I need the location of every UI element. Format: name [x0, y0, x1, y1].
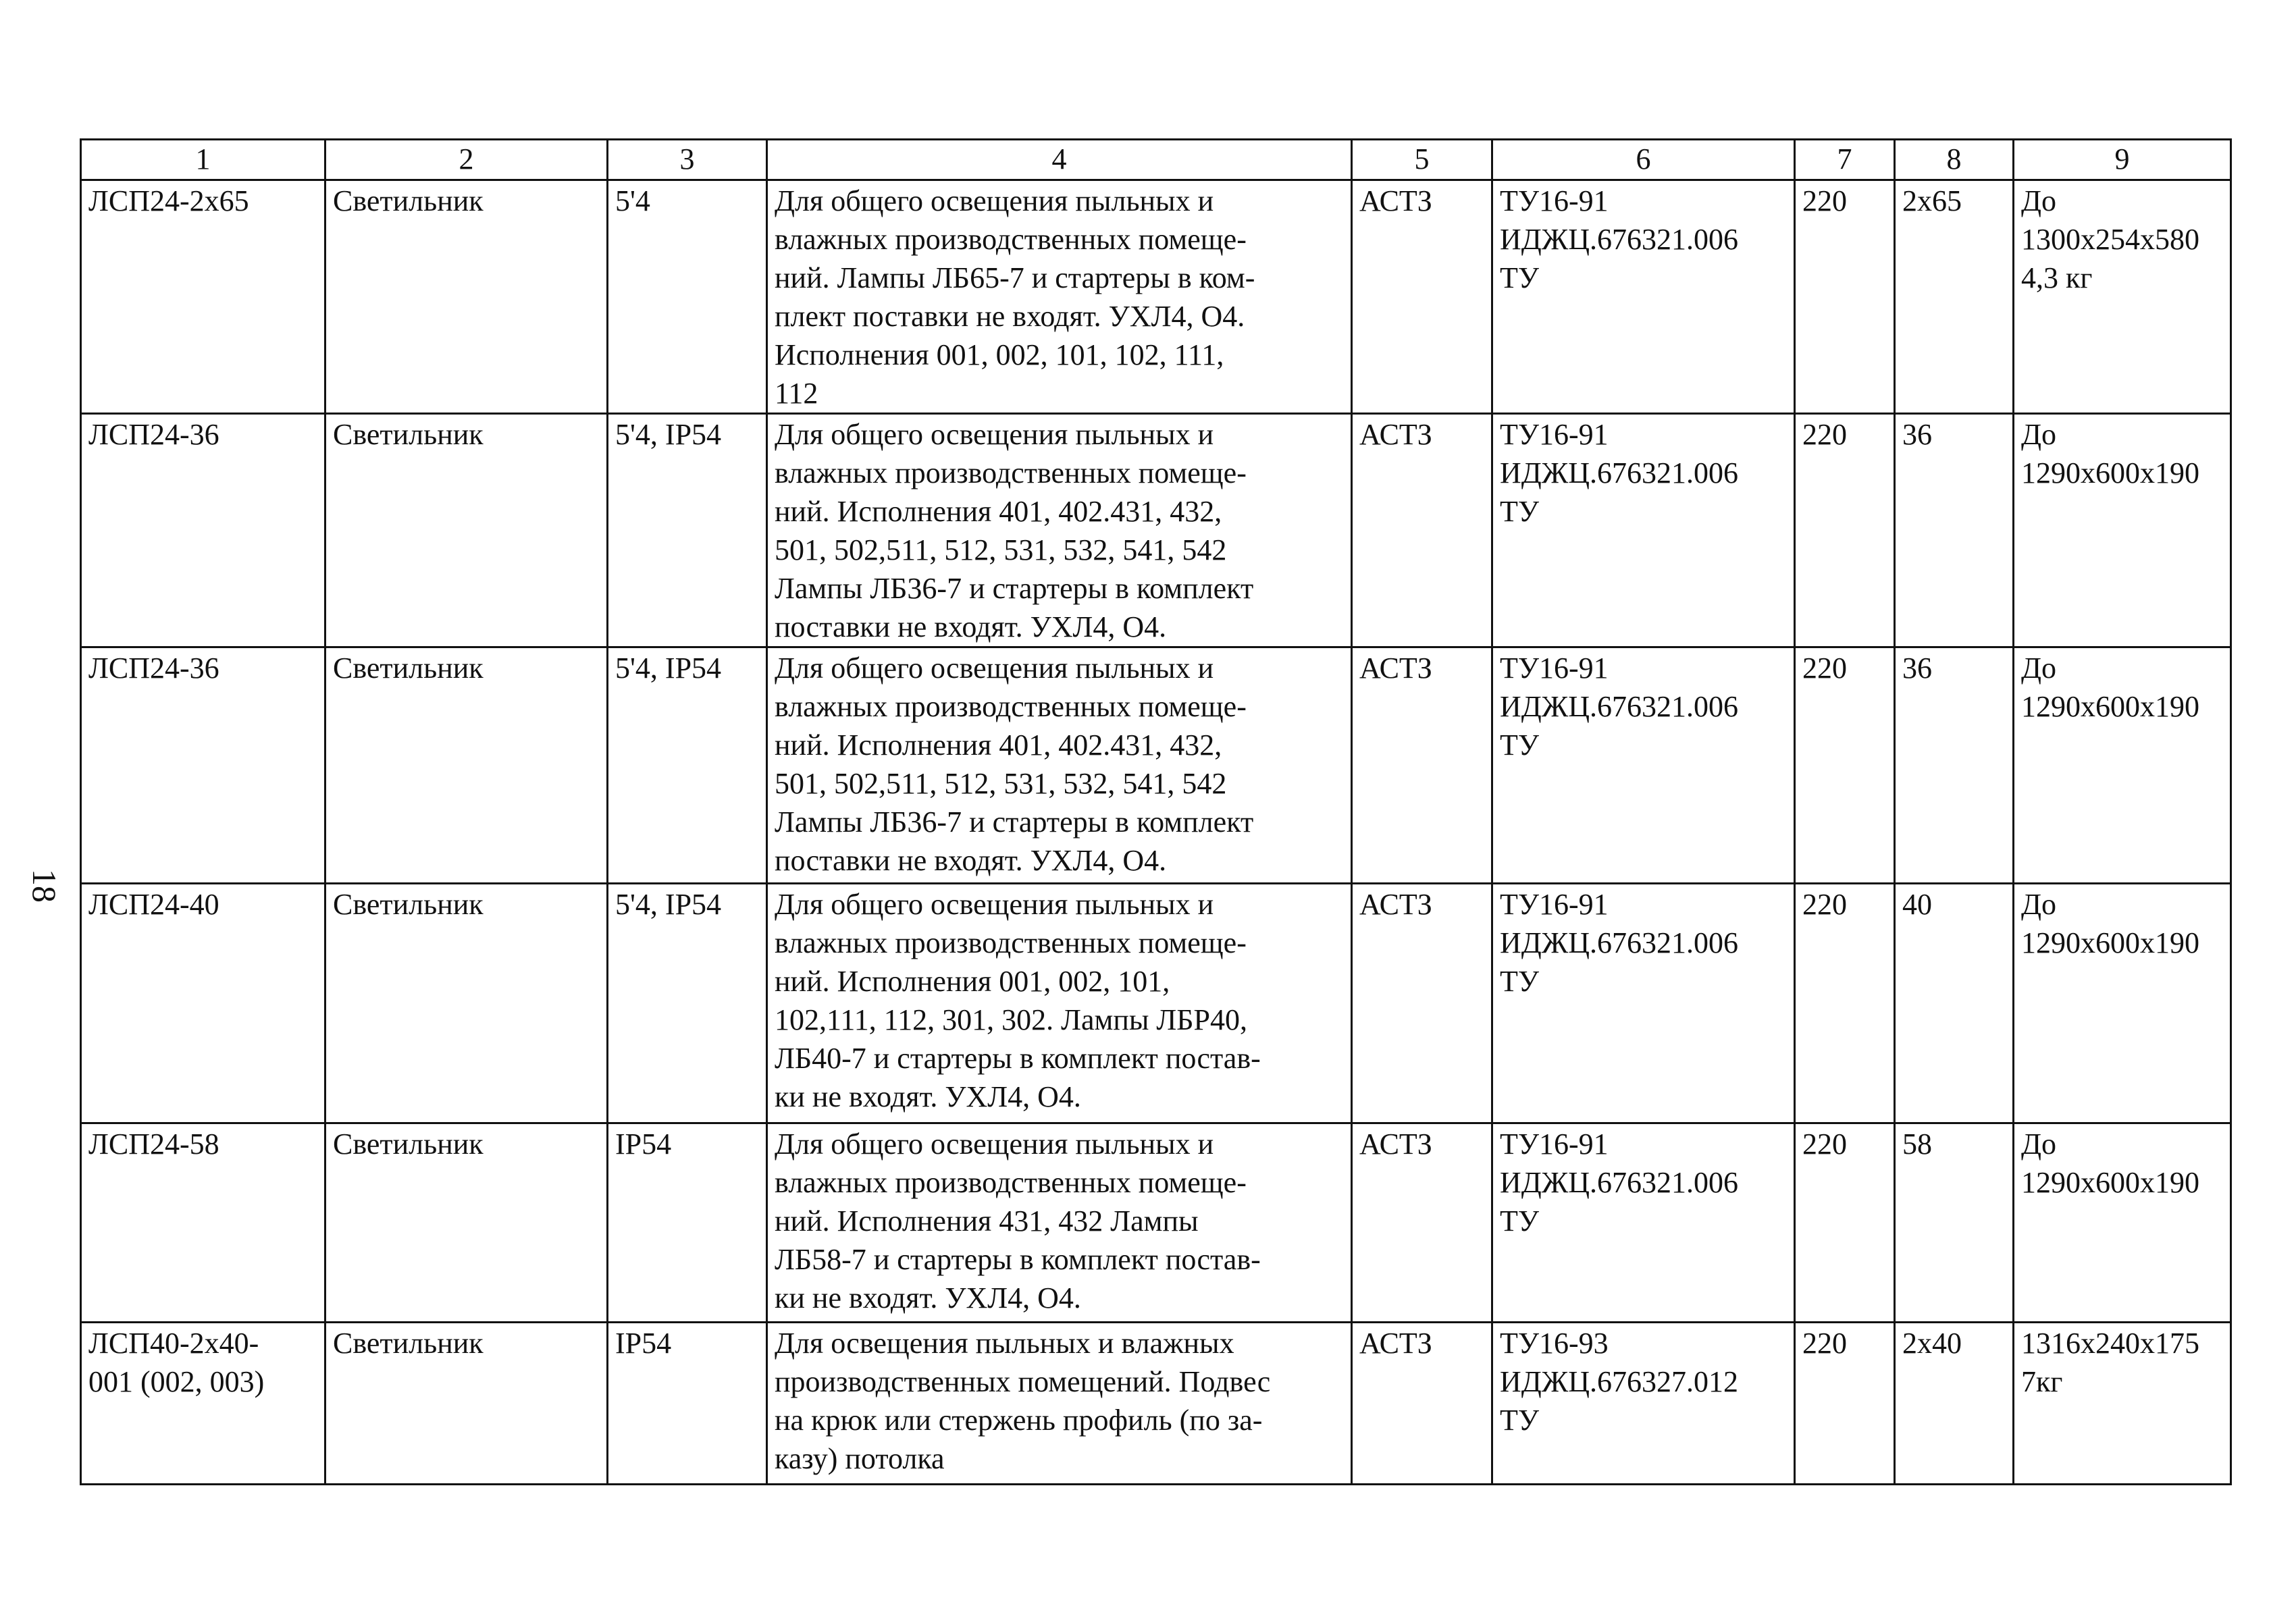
- dimensions-cell: До 1290х600х190: [2014, 647, 2231, 884]
- manufacturer-cell: АСТЗ: [1352, 1323, 1492, 1485]
- product-type-cell: Светильник: [325, 884, 608, 1123]
- power-cell: 58: [1895, 1123, 2014, 1323]
- power-cell: 40: [1895, 884, 2014, 1123]
- model-cell: ЛСП24-58: [81, 1123, 325, 1323]
- description-cell: Для общего освещения пыльных и влажных производственных помеще- ний. Исполнения 431, 432 Лампы ЛБ58-7 и стартеры в комплект постав- ки не входят. УХЛ4, О4.: [767, 1123, 1352, 1323]
- power-cell: 36: [1895, 647, 2014, 884]
- dimensions-cell: 1316х240х175 7кг: [2014, 1323, 2231, 1485]
- protection-class-cell: 5'4: [608, 180, 767, 414]
- description-cell: Для освещения пыльных и влажных производственных помещений. Подвес на крюк или стержень профиль (по за- казу) потолка: [767, 1323, 1352, 1485]
- product-type-cell: Светильник: [325, 1123, 608, 1323]
- column-header: 1: [81, 140, 325, 180]
- page-number: 18: [26, 869, 63, 903]
- dimensions-cell: До 1290х600х190: [2014, 414, 2231, 647]
- spec-document-cell: ТУ16-91 ИДЖЦ.676321.006 ТУ: [1492, 1123, 1795, 1323]
- model-cell: ЛСП24-40: [81, 884, 325, 1123]
- spec-document-cell: ТУ16-91 ИДЖЦ.676321.006 ТУ: [1492, 647, 1795, 884]
- protection-class-cell: IP54: [608, 1323, 767, 1485]
- description-cell: Для общего освещения пыльных и влажных производственных помеще- ний. Лампы ЛБ65-7 и стартеры в ком- плект поставки не входят. УХЛ4, О4. Исполнения 001, 002, 101, 102, 111, 112: [767, 180, 1352, 414]
- spec-document-cell: ТУ16-93 ИДЖЦ.676327.012 ТУ: [1492, 1323, 1795, 1485]
- spec-document-cell: ТУ16-91 ИДЖЦ.676321.006 ТУ: [1492, 180, 1795, 414]
- protection-class-cell: 5'4, IP54: [608, 414, 767, 647]
- column-header: 2: [325, 140, 608, 180]
- power-cell: 2х40: [1895, 1323, 2014, 1485]
- protection-class-cell: 5'4, IP54: [608, 647, 767, 884]
- column-header: 5: [1352, 140, 1492, 180]
- spec-document-cell: ТУ16-91 ИДЖЦ.676321.006 ТУ: [1492, 414, 1795, 647]
- voltage-cell: 220: [1795, 884, 1895, 1123]
- column-number-row: [81, 140, 2231, 180]
- column-header: 3: [608, 140, 767, 180]
- power-cell: 2х65: [1895, 180, 2014, 414]
- table-row: [81, 1123, 2231, 1323]
- manufacturer-cell: АСТЗ: [1352, 180, 1492, 414]
- model-cell: ЛСП24-36: [81, 647, 325, 884]
- voltage-cell: 220: [1795, 1323, 1895, 1485]
- model-cell: ЛСП40-2х40- 001 (002, 003): [81, 1323, 325, 1485]
- spec-document-cell: ТУ16-91 ИДЖЦ.676321.006 ТУ: [1492, 884, 1795, 1123]
- product-type-cell: Светильник: [325, 647, 608, 884]
- voltage-cell: 220: [1795, 1123, 1895, 1323]
- column-header: 9: [2014, 140, 2231, 180]
- voltage-cell: 220: [1795, 414, 1895, 647]
- column-header: 8: [1895, 140, 2014, 180]
- manufacturer-cell: АСТЗ: [1352, 884, 1492, 1123]
- column-header: 6: [1492, 140, 1795, 180]
- protection-class-cell: IP54: [608, 1123, 767, 1323]
- manufacturer-cell: АСТЗ: [1352, 414, 1492, 647]
- voltage-cell: 220: [1795, 180, 1895, 414]
- table-row: [81, 1323, 2231, 1485]
- description-cell: Для общего освещения пыльных и влажных производственных помеще- ний. Исполнения 401, 402.431, 432, 501, 502,511, 512, 531, 532, 541, 542 Лампы ЛБ36-7 и стартеры в комплект поставки не входят. УХЛ4, О4.: [767, 414, 1352, 647]
- protection-class-cell: 5'4, IP54: [608, 884, 767, 1123]
- manufacturer-cell: АСТЗ: [1352, 1123, 1492, 1323]
- column-header: 4: [767, 140, 1352, 180]
- dimensions-cell: До 1290х600х190: [2014, 1123, 2231, 1323]
- dimensions-cell: До 1290х600х190: [2014, 884, 2231, 1123]
- product-type-cell: Светильник: [325, 180, 608, 414]
- specification-table: [80, 138, 2232, 1485]
- table-row: [81, 414, 2231, 647]
- table-row: [81, 884, 2231, 1123]
- product-type-cell: Светильник: [325, 414, 608, 647]
- table-row: [81, 647, 2231, 884]
- product-type-cell: Светильник: [325, 1323, 608, 1485]
- model-cell: ЛСП24-36: [81, 414, 325, 647]
- dimensions-cell: До 1300х254х580 4,3 кг: [2014, 180, 2231, 414]
- description-cell: Для общего освещения пыльных и влажных производственных помеще- ний. Исполнения 001, 002, 101, 102,111, 112, 301, 302. Лампы ЛБР40, ЛБ40-7 и стартеры в комплект постав- ки не входят. УХЛ4, О4.: [767, 884, 1352, 1123]
- description-cell: Для общего освещения пыльных и влажных производственных помеще- ний. Исполнения 401, 402.431, 432, 501, 502,511, 512, 531, 532, 541, 542 Лампы ЛБ36-7 и стартеры в комплект поставки не входят. УХЛ4, О4.: [767, 647, 1352, 884]
- column-header: 7: [1795, 140, 1895, 180]
- power-cell: 36: [1895, 414, 2014, 647]
- manufacturer-cell: АСТЗ: [1352, 647, 1492, 884]
- model-cell: ЛСП24-2х65: [81, 180, 325, 414]
- voltage-cell: 220: [1795, 647, 1895, 884]
- table-row: [81, 180, 2231, 414]
